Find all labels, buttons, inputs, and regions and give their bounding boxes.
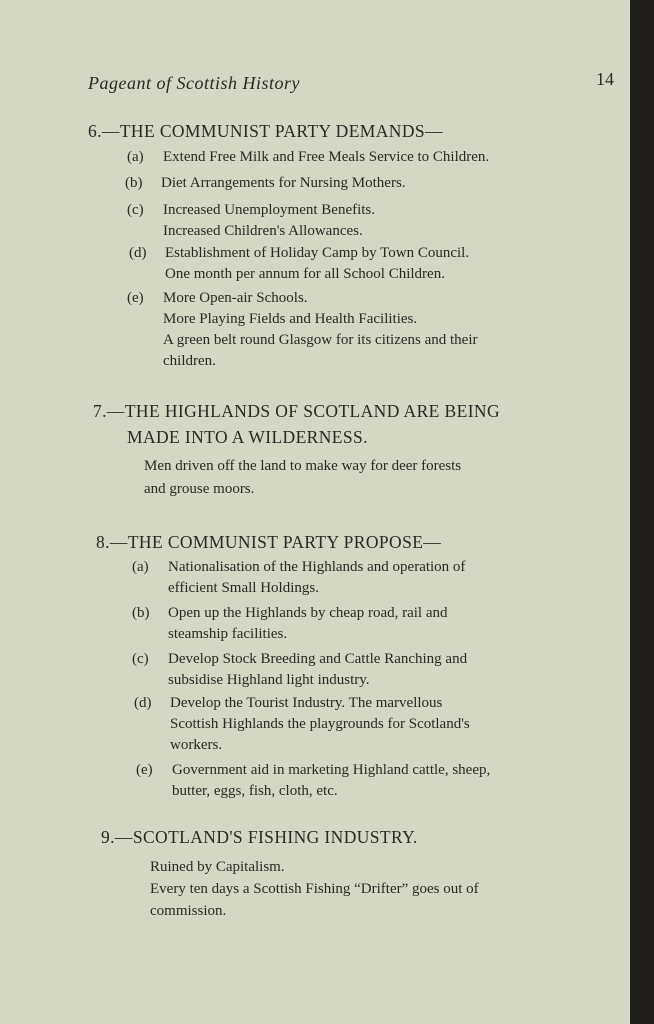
paragraph-line: commission. bbox=[150, 903, 227, 919]
list-item bbox=[127, 147, 489, 168]
item-text: children. bbox=[163, 353, 216, 369]
item-text: One month per annum for all School Children. bbox=[165, 266, 445, 282]
item-text: workers. bbox=[170, 737, 223, 753]
item-label: (e) bbox=[127, 290, 144, 306]
item-label: (c) bbox=[127, 202, 144, 218]
item-label: (d) bbox=[134, 695, 152, 711]
paragraph-line: Men driven off the land to make way for deer forests bbox=[144, 458, 462, 474]
item-text: Government aid in marketing Highland cattle, sheep, bbox=[172, 762, 491, 778]
item-label: (e) bbox=[136, 762, 153, 778]
paragraph-line: and grouse moors. bbox=[144, 481, 255, 497]
paragraph-line: Every ten days a Scottish Fishing “Drifter” goes out of bbox=[150, 881, 479, 897]
item-text: Extend Free Milk and Free Meals Service to Children. bbox=[163, 149, 490, 165]
list-item bbox=[127, 200, 375, 242]
item-text: efficient Small Holdings. bbox=[168, 580, 319, 596]
item-label: (d) bbox=[129, 245, 147, 261]
list-item bbox=[136, 760, 490, 802]
section-6-heading: 6.—THE COMMUNIST PARTY DEMANDS— bbox=[88, 121, 443, 141]
section-7-paragraph bbox=[144, 455, 461, 501]
list-item bbox=[132, 649, 467, 691]
item-text: Nationalisation of the Highlands and operation of bbox=[168, 559, 466, 575]
section-7-heading bbox=[93, 398, 500, 450]
item-text: butter, eggs, fish, cloth, etc. bbox=[172, 783, 338, 799]
item-text: More Playing Fields and Health Facilities. bbox=[163, 311, 418, 327]
item-label: (b) bbox=[125, 175, 143, 191]
list-item bbox=[129, 243, 469, 285]
item-label: (a) bbox=[127, 149, 144, 165]
list-item bbox=[127, 288, 478, 372]
item-label: (a) bbox=[132, 559, 149, 575]
section-9-heading: 9.—SCOTLAND'S FISHING INDUSTRY. bbox=[101, 827, 418, 847]
list-item bbox=[125, 173, 406, 194]
page-number: 14 bbox=[596, 69, 614, 89]
item-text: A green belt round Glasgow for its citizens and their bbox=[163, 332, 478, 348]
paragraph-line: Ruined by Capitalism. bbox=[150, 859, 285, 875]
list-item bbox=[134, 693, 470, 756]
item-text: Increased Unemployment Benefits. bbox=[163, 202, 376, 218]
section-9-paragraph bbox=[150, 856, 479, 922]
item-text: Open up the Highlands by cheap road, rail and bbox=[168, 605, 448, 621]
item-text: Establishment of Holiday Camp by Town Council. bbox=[165, 245, 470, 261]
item-text: Develop the Tourist Industry. The marvellous bbox=[170, 695, 443, 711]
item-text: Diet Arrangements for Nursing Mothers. bbox=[161, 175, 406, 191]
list-item bbox=[132, 603, 448, 645]
book-edge bbox=[630, 0, 654, 1024]
item-label: (b) bbox=[132, 605, 150, 621]
running-header: Pageant of Scottish History bbox=[88, 73, 300, 93]
item-text: Develop Stock Breeding and Cattle Ranching and bbox=[168, 651, 468, 667]
item-label: (c) bbox=[132, 651, 149, 667]
item-text: Scottish Highlands the playgrounds for Scotland's bbox=[170, 716, 470, 732]
item-text: More Open-air Schools. bbox=[163, 290, 308, 306]
list-item bbox=[132, 557, 465, 599]
item-text: subsidise Highland light industry. bbox=[168, 672, 370, 688]
item-text: steamship facilities. bbox=[168, 626, 288, 642]
section-8-heading: 8.—THE COMMUNIST PARTY PROPOSE— bbox=[96, 532, 442, 552]
heading-line: MADE INTO A WILDERNESS. bbox=[127, 427, 368, 447]
item-text: Increased Children's Allowances. bbox=[163, 223, 363, 239]
heading-line: 7.—THE HIGHLANDS OF SCOTLAND ARE BEING bbox=[93, 401, 501, 421]
